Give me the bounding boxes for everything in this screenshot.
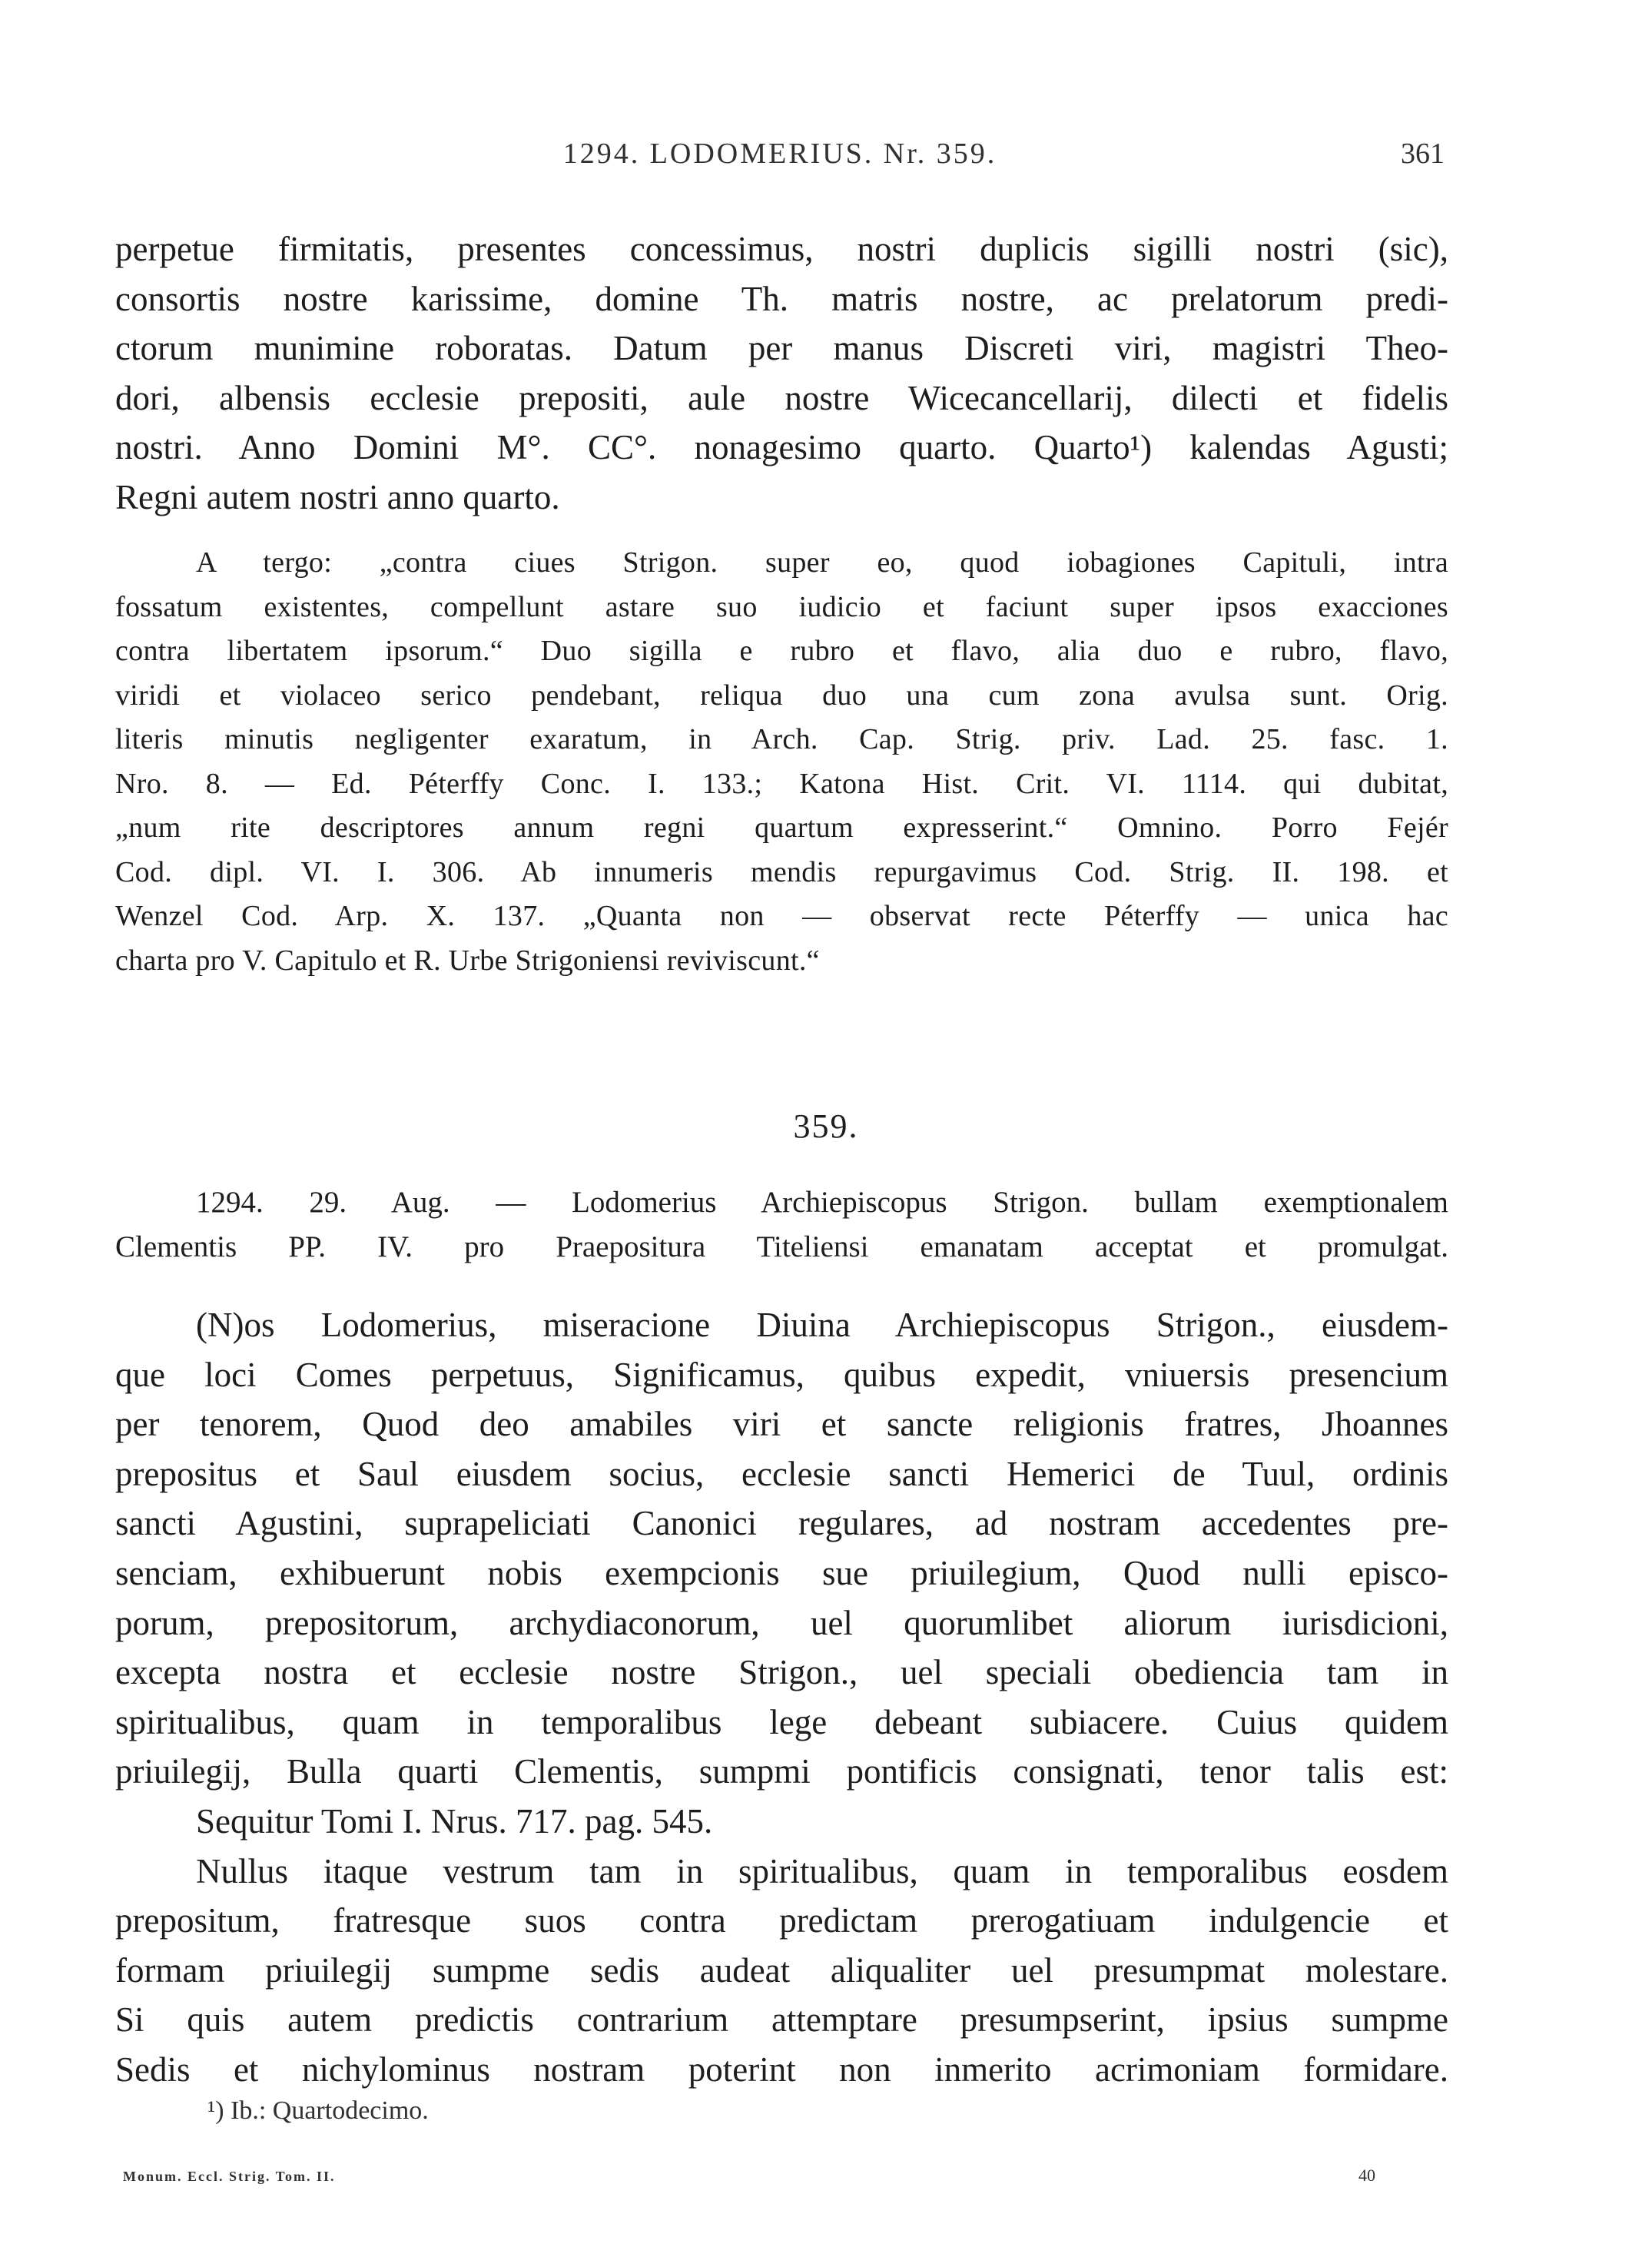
text-line: sancti Agustini, suprapeliciati Canonici regulares, ad nostram accedentes pre-	[115, 1504, 1448, 1543]
text-line: excepta nostra et ecclesie nostre Strigon., uel speciali obediencia tam in	[115, 1653, 1448, 1692]
sheet-number: 40	[1358, 2166, 1375, 2185]
page-number: 361	[1401, 138, 1445, 170]
text-line: per tenorem, Quod deo amabiles viri et sancte religionis fratres, Jhoannes	[115, 1405, 1448, 1444]
text-line: Si quis autem predictis contrarium attemptare presumpserint, ipsius sumpme	[115, 2000, 1448, 2040]
text-line: Sequitur Tomi I. Nrus. 717. pag. 545.	[196, 1801, 713, 1840]
text-line: Cod. dipl. VI. I. 306. Ab innumeris mendis repurgavimus Cod. Strig. II. 198. et	[115, 855, 1448, 888]
text-line: Regni autem nostri anno quarto.	[115, 477, 560, 516]
text-line: Clementis PP. IV. pro Praepositura Titeliensi emanatam acceptat et promulgat.	[115, 1230, 1448, 1263]
text-line: prepositus et Saul eiusdem socius, ecclesie sancti Hemerici de Tuul, ordinis	[115, 1454, 1448, 1493]
text-line: nostri. Anno Domini M°. CC°. nonagesimo quarto. Quarto¹) kalendas Agusti;	[115, 428, 1448, 466]
text-line: Nullus itaque vestrum tam in spiritualibus, quam in temporalibus eosdem	[196, 1851, 1448, 1890]
text-line: formam priuilegij sumpme sedis audeat aliqualiter uel presumpmat molestare.	[115, 1950, 1448, 1990]
text-line: A tergo: „contra ciues Strigon. super eo, quod iobagiones Capituli, intra	[196, 546, 1448, 579]
text-line: consortis nostre karissime, domine Th. matris nostre, ac prelatorum predi-	[115, 279, 1448, 318]
dorsal-note	[115, 541, 1448, 983]
charter-text	[115, 1300, 1448, 2095]
signature-mark: Monum. Eccl. Strig. Tom. II.	[123, 2169, 336, 2184]
running-header	[115, 137, 1445, 183]
text-line: senciam, exhibuerunt nobis exempcionis sue priuilegium, Quod nulli episco-	[115, 1553, 1448, 1592]
text-line: literis minutis negligenter exaratum, in Arch. Cap. Strig. priv. Lad. 25. fasc. 1.	[115, 723, 1448, 755]
text-line: viridi et violaceo serico pendebant, reliqua duo una cum zona avulsa sunt. Orig.	[115, 679, 1448, 712]
regest	[115, 1180, 1448, 1270]
text-line: „num rite descriptores annum regni quartum expresserint.“ Omnino. Porro Fejér	[115, 812, 1448, 844]
footnote: ¹) Ib.: Quartodecimo.	[207, 2096, 429, 2125]
running-title: 1294. LODOMERIUS. Nr. 359.	[562, 138, 997, 170]
text-line: Nro. 8. — Ed. Péterffy Conc. I. 133.; Katona Hist. Crit. VI. 1114. qui dubitat,	[115, 767, 1448, 800]
text-line: charta pro V. Capitulo et R. Urbe Strigoniensi reviviscunt.“	[115, 944, 820, 977]
text-line: contra libertatem ipsorum.“ Duo sigilla e rubro et flavo, alia duo e rubro, flavo,	[115, 635, 1448, 667]
text-line: Wenzel Cod. Arp. X. 137. „Quanta non — observat recte Péterffy — unica hac	[115, 900, 1448, 932]
document-number: 359.	[793, 1107, 859, 1145]
text-line: porum, prepositorum, archydiaconorum, uel quorumlibet aliorum iurisdicioni,	[115, 1603, 1448, 1642]
text-line: ctorum munimine roboratas. Datum per manus Discreti viri, magistri Theo-	[115, 329, 1448, 367]
text-line: spiritualibus, quam in temporalibus lege debeant subiacere. Cuius quidem	[115, 1702, 1448, 1741]
text-line: perpetue firmitatis, presentes concessimus, nostri duplicis sigilli nostri (sic),	[115, 230, 1448, 268]
text-line: dori, albensis ecclesie prepositi, aule nostre Wicecancellarij, dilecti et fidelis	[115, 378, 1448, 417]
text-line: prepositum, fratresque suos contra predictam prerogatiuam indulgencie et	[115, 1901, 1448, 1940]
text-line: (N)os Lodomerius, miseracione Diuina Archiepiscopus Strigon., eiusdem-	[196, 1306, 1448, 1344]
text-line: Sedis et nichylominus nostram poterint non inmerito acrimoniam formidare.	[115, 2050, 1448, 2089]
text-line: que loci Comes perpetuus, Significamus, quibus expedit, vniuersis presencium	[115, 1355, 1448, 1394]
text-line: 1294. 29. Aug. — Lodomerius Archiepiscopus Strigon. bullam exemptionalem	[196, 1186, 1448, 1219]
text-line: priuilegij, Bulla quarti Clementis, sumpmi pontificis consignati, tenor talis est:	[115, 1752, 1448, 1791]
charter-continuation	[115, 224, 1448, 522]
text-line: fossatum existentes, compellunt astare suo iudicio et faciunt super ipsos exacciones	[115, 590, 1448, 623]
